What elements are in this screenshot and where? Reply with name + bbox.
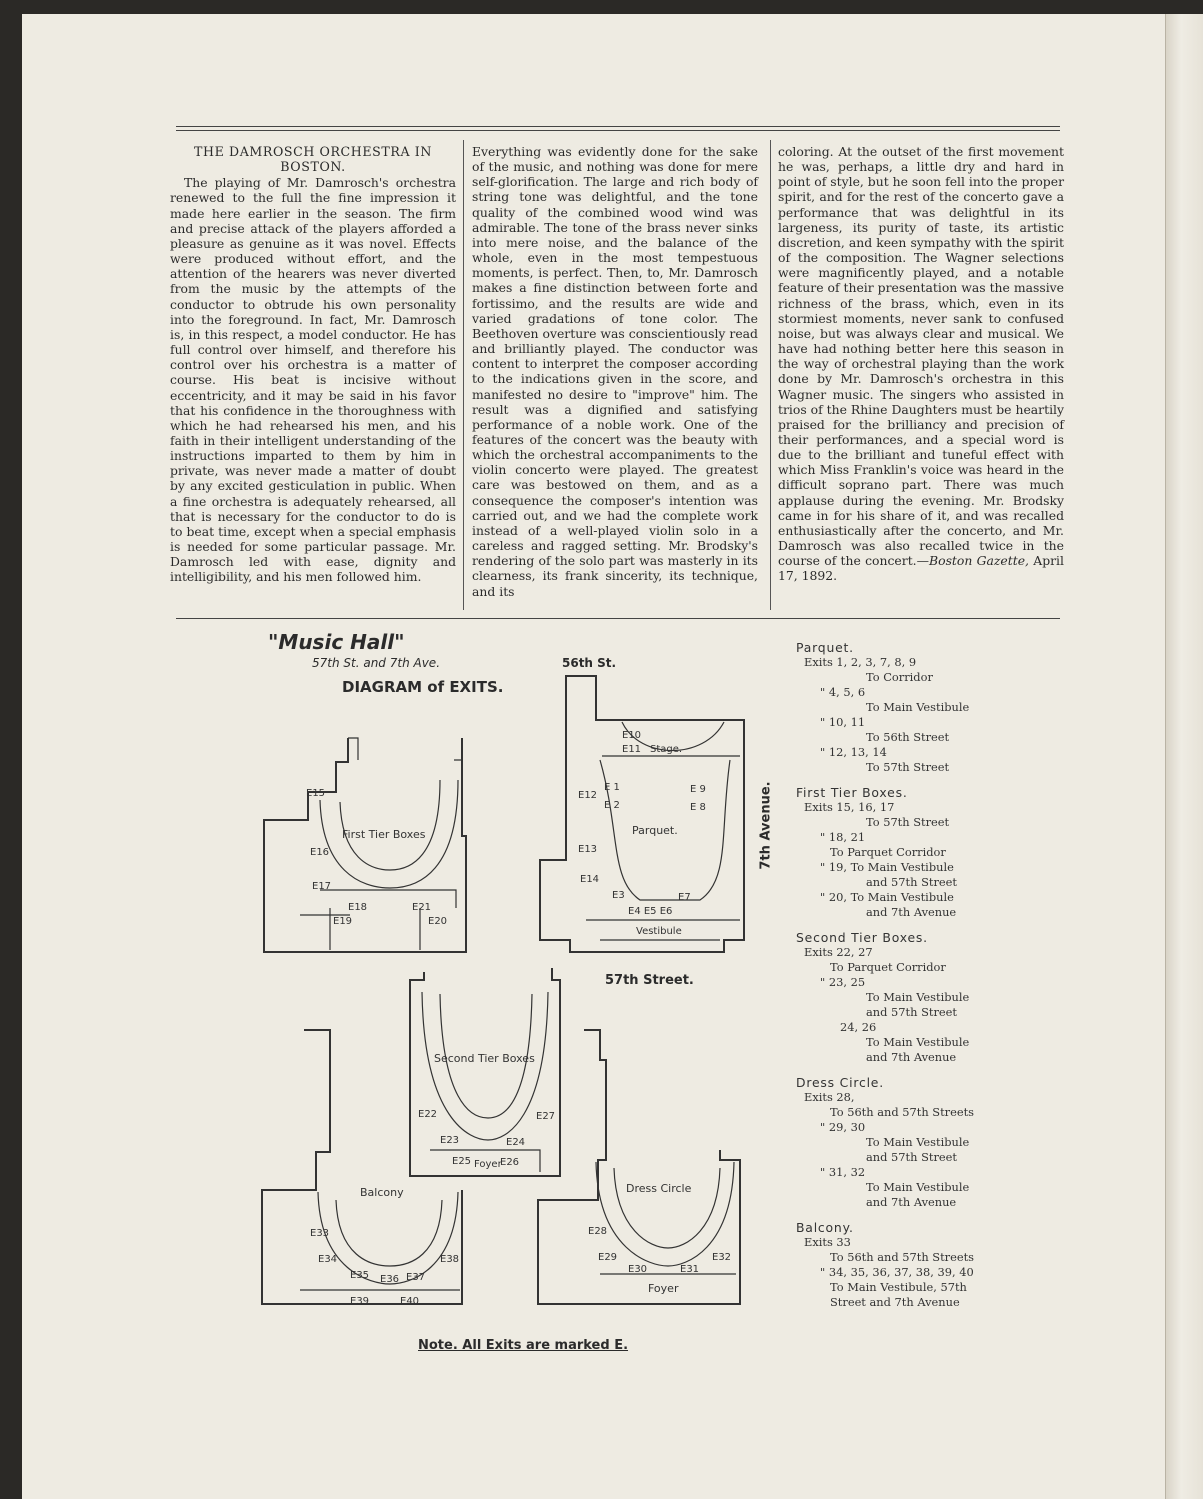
legend-line: Exits 28, xyxy=(804,1090,855,1104)
diagram-title: "Music Hall" xyxy=(268,630,405,654)
exit-legend xyxy=(796,640,996,1310)
legend-line: Street and 7th Avenue xyxy=(830,1295,960,1309)
svg-text:E31: E31 xyxy=(680,1264,700,1275)
second-tier-plan xyxy=(410,968,560,1176)
first-tier-label: First Tier Boxes xyxy=(342,828,426,841)
svg-text:E17: E17 xyxy=(312,881,332,892)
legend-line: Exits 33 xyxy=(804,1235,851,1249)
svg-text:E34: E34 xyxy=(318,1254,338,1265)
svg-text:E4 E5 E6: E4 E5 E6 xyxy=(628,906,673,917)
legend-line: To 56th Street xyxy=(866,730,950,744)
svg-text:E13: E13 xyxy=(578,844,598,855)
legend-line: To Parquet Corridor xyxy=(830,960,946,974)
svg-text:E36: E36 xyxy=(380,1274,400,1285)
svg-text:E27: E27 xyxy=(536,1111,556,1122)
legend-line: " 31, 32 xyxy=(820,1165,866,1179)
svg-text:E38: E38 xyxy=(440,1254,460,1265)
svg-text:E14: E14 xyxy=(580,874,600,885)
first-tier-plan xyxy=(264,738,466,952)
svg-text:E35: E35 xyxy=(350,1270,370,1281)
exits-note: Note. All Exits are marked E. xyxy=(418,1338,629,1353)
svg-text:E30: E30 xyxy=(628,1264,648,1275)
legend-line: " 19, To Main Vestibule xyxy=(820,860,954,874)
svg-text:E12: E12 xyxy=(578,790,598,801)
svg-text:E23: E23 xyxy=(440,1135,460,1146)
legend-line: " 29, 30 xyxy=(820,1120,866,1134)
legend-line: To Corridor xyxy=(866,670,933,684)
legend-line: " 18, 21 xyxy=(820,830,866,844)
legend-line: and 57th Street xyxy=(866,875,957,889)
svg-text:E10: E10 xyxy=(622,730,642,741)
legend-line: To Main Vestibule xyxy=(866,1180,970,1194)
svg-text:E40: E40 xyxy=(400,1296,420,1307)
svg-text:E28: E28 xyxy=(588,1226,608,1237)
legend-line: To 56th and 57th Streets xyxy=(830,1105,975,1119)
foyer-label: Foyer xyxy=(648,1282,679,1295)
stage-label: Stage. xyxy=(650,744,683,755)
svg-text:E11: E11 xyxy=(622,744,642,755)
legend-section-title: Balcony. xyxy=(796,1220,854,1235)
second-tier-label: Second Tier Boxes xyxy=(434,1052,535,1065)
vestibule-label: Vestibule xyxy=(636,926,682,937)
dress-circle-plan xyxy=(538,1030,740,1304)
legend-section-title: Dress Circle. xyxy=(796,1075,884,1090)
legend-line: To Main Vestibule, 57th xyxy=(830,1280,967,1294)
article-text-2: Everything was evidently done for the sake of the music, and nothing was done for mere self-glorification. The large and rich body of string tone was delightful, and the tone quality of the combined wood wind was admirable. The tone of the brass never sinks into mere noise, and the balance of the whole, even in the most tempestuous moments, is perfect. Then, to, Mr. Damrosch makes a fine distinction between forte and fortissimo, and the results are wide and varied gradations of tone color. The Beethoven overture was conscientiously read and brilliantly played. The conductor was content to interpret the composer according to the indications given in the score, and manifested no desire to "improve" him. The result was a dignified and satisfying performance of a noble work. One of the features of the concert was the beauty with which the orchestral accompaniments to the violin concerto were played. The greatest care was bestowed on them, and as a consequence the composer's intention was carried out, and we had the complete work instead of a well-played violin solo in a careless and ragged setting. Mr. Brodsky's rendering of the solo part was masterly in its clearness, its frank sincerity, its technique, and its xyxy=(472,144,758,599)
legend-line: " 10, 11 xyxy=(820,715,866,729)
legend-line: Exits 22, 27 xyxy=(804,945,873,959)
avenue-7-label: 7th Avenue. xyxy=(758,781,774,870)
legend-line: To 57th Street xyxy=(866,760,950,774)
legend-line: To Main Vestibule xyxy=(866,700,970,714)
street-57-label: 57th Street. xyxy=(605,973,694,988)
svg-text:E16: E16 xyxy=(310,847,330,858)
article-text-1: The playing of Mr. Damrosch's orchestra renewed to the full the fine impression it made here earlier in the season. The firm and precise attack of the players afforded a pleasure as genuine as it was novel. Effects were produced without effort, and the attention of the hearers was never diverted from the music by the attempts of the conductor to obtrude his own personality into the foreground. In fact, Mr. Damrosch is, in this respect, a model conductor. He has full control over himself, and therefore his control over his orchestra is a matter of course. His beat is incisive without eccentricity, and it may be said in his favor that his confidence in the thoroughness with which he had rehearsed his men, and his faith in their intelligent understanding of the instructions imparted to them by him in private, was never made a matter of doubt by any excited gesticulation in public. When a fine orchestra is adequately rehearsed, all that is necessary for the conductor to do is to beat time, except when a special emphasis is needed for some particular passage. Mr. Damrosch led with ease, dignity and intelligibility, and his men followed him. xyxy=(170,175,456,585)
article-text-3: coloring. At the outset of the first movement he was, perhaps, a little dry and hard in point of style, but he soon fell into the proper spirit, and for the rest of the concerto gave a performance that was delightful in its largeness, its purity of taste, its artistic discretion, and keen sympathy with the spirit of the composition. The Wagner selections were magnificently played, and a notable feature of their presentation was the massive richness of the brass, which, even in its stormiest moments, never sank to confused noise, but was always clear and musical. We have had nothing better here this season in the way of orchestral playing than the work done by Mr. Damrosch's orchestra in this Wagner music. The singers who assisted in trios of the Rhine Daughters must be heartily praised for the brilliancy and precision of their performances, and a special word is due to the brilliant and tuneful effect with which Miss Franklin's voice was heard in the difficult soprano part. There was much applause during the evening. Mr. Brodsky came in for his share of it, and was recalled enthusiastically after the concerto, and Mr. Damrosch was also recalled twice in the course of the concert. xyxy=(778,144,1064,569)
dress-circle-label: Dress Circle xyxy=(626,1182,692,1195)
diagram-subtitle: 57th St. and 7th Ave. xyxy=(312,656,441,670)
svg-text:E29: E29 xyxy=(598,1252,618,1263)
legend-line: Exits 1, 2, 3, 7, 8, 9 xyxy=(804,655,917,669)
legend-section-title: First Tier Boxes. xyxy=(796,785,908,800)
legend-line: Exits 15, 16, 17 xyxy=(804,800,895,814)
article-source: —Boston Gazette, xyxy=(916,553,1029,569)
balcony-label: Balcony xyxy=(360,1186,404,1199)
legend-line: To Main Vestibule xyxy=(866,1135,970,1149)
foyer-label-2: Foyer xyxy=(474,1159,502,1170)
legend-line: and 57th Street xyxy=(866,1005,957,1019)
svg-text:E25: E25 xyxy=(452,1156,472,1167)
svg-text:E33: E33 xyxy=(310,1228,330,1239)
svg-text:E18: E18 xyxy=(348,902,368,913)
legend-line: " 12, 13, 14 xyxy=(820,745,887,759)
svg-text:E37: E37 xyxy=(406,1272,426,1283)
svg-text:E32: E32 xyxy=(712,1252,732,1263)
legend-line: " 20, To Main Vestibule xyxy=(820,890,954,904)
legend-line: " 34, 35, 36, 37, 38, 39, 40 xyxy=(820,1265,974,1279)
legend-line: To Main Vestibule xyxy=(866,990,970,1004)
legend-line: and 7th Avenue xyxy=(866,1050,957,1064)
svg-text:E 2: E 2 xyxy=(604,800,620,811)
legend-line: " 4, 5, 6 xyxy=(820,685,866,699)
legend-section-title: Parquet. xyxy=(796,640,854,655)
legend-section-title: Second Tier Boxes. xyxy=(796,930,928,945)
svg-text:E24: E24 xyxy=(506,1137,526,1148)
article-headline: THE DAMROSCH ORCHESTRA IN BOSTON. xyxy=(194,144,432,175)
street-56-label: 56th St. xyxy=(562,656,617,670)
svg-text:E7: E7 xyxy=(678,892,691,903)
svg-text:E20: E20 xyxy=(428,916,448,927)
svg-text:E 8: E 8 xyxy=(690,802,706,813)
legend-line: " 23, 25 xyxy=(820,975,866,989)
svg-text:E21: E21 xyxy=(412,902,432,913)
svg-text:E15: E15 xyxy=(306,788,326,799)
legend-line: and 57th Street xyxy=(866,1150,957,1164)
svg-text:E26: E26 xyxy=(500,1157,520,1168)
article-date: April 17, 1892. xyxy=(778,553,1064,584)
legend-line: To 56th and 57th Streets xyxy=(830,1250,975,1264)
legend-line: To Parquet Corridor xyxy=(830,845,946,859)
legend-line: and 7th Avenue xyxy=(866,1195,957,1209)
legend-line: To 57th Street xyxy=(866,815,950,829)
parquet-label: Parquet. xyxy=(632,824,678,837)
legend-line: and 7th Avenue xyxy=(866,905,957,919)
svg-text:E22: E22 xyxy=(418,1109,438,1120)
legend-line: To Main Vestibule xyxy=(866,1035,970,1049)
svg-text:E39: E39 xyxy=(350,1296,370,1307)
parquet-plan xyxy=(540,676,744,952)
svg-text:E3: E3 xyxy=(612,890,625,901)
legend-line: 24, 26 xyxy=(840,1020,877,1034)
balcony-plan xyxy=(262,1030,462,1307)
svg-text:E 1: E 1 xyxy=(604,782,620,793)
svg-text:E 9: E 9 xyxy=(690,784,706,795)
svg-text:E19: E19 xyxy=(333,916,353,927)
diagram-heading: DIAGRAM of EXITS. xyxy=(342,678,504,696)
